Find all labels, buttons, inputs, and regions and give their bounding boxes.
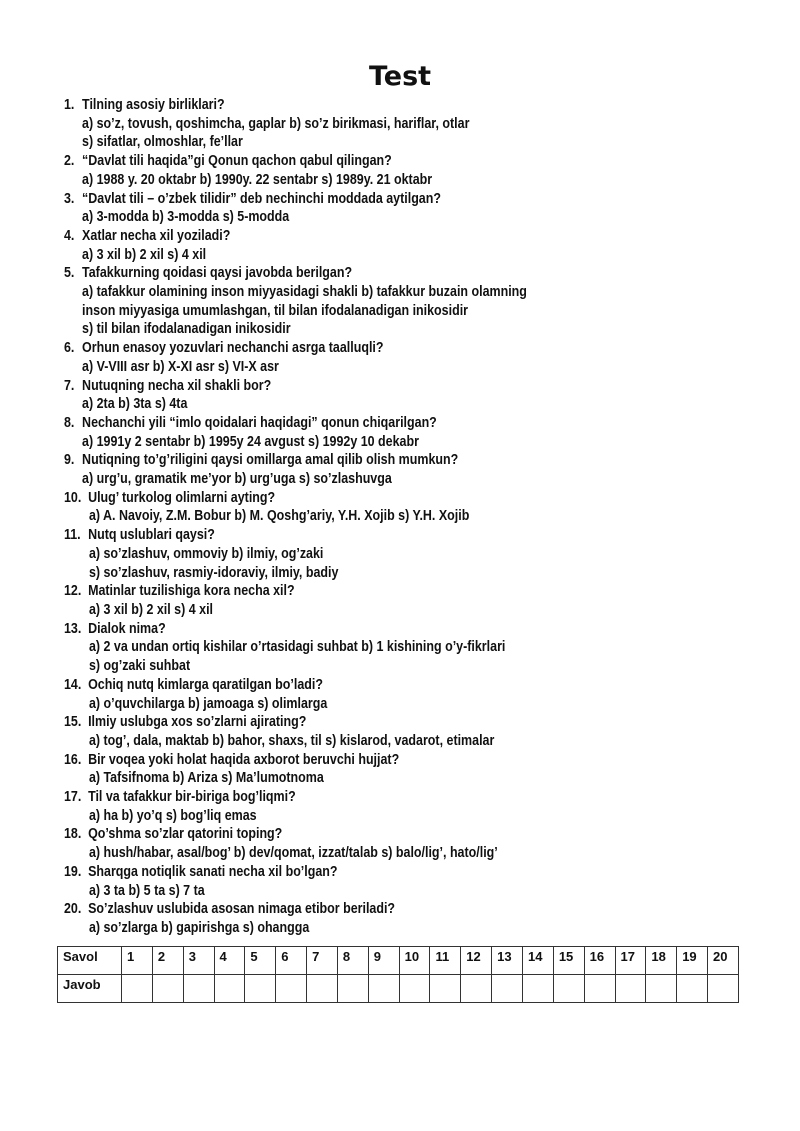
savol-number-cell: 5 [245, 947, 276, 975]
answer-options: a) 3 xil b) 2 xil s) 4 xil [82, 246, 207, 263]
question-number: 14. [64, 676, 82, 693]
question-item [64, 414, 657, 451]
savol-number-cell: 13 [492, 947, 523, 975]
javob-answer-cell[interactable] [461, 975, 492, 1003]
question-item [64, 96, 657, 152]
question-item [64, 620, 657, 676]
question-text: Nutiqning to’g’riligini qaysi omillarga amal qilib olish mumkun? [82, 452, 459, 469]
answer-options: a) o’quvchilarga b) jamoaga s) olimlarga [88, 695, 328, 712]
question-text: Matinlar tuzilishiga kora necha xil? [88, 583, 295, 600]
question-text: “Davlat tili – o’zbek tilidir” deb nechinchi moddada aytilgan? [82, 190, 441, 207]
answer-options: s) til bilan ifodalanadigan inikosidir [82, 321, 291, 338]
javob-answer-cell[interactable] [492, 975, 523, 1003]
question-text: Tilning asosiy birliklari? [82, 97, 225, 113]
answer-options: a) A. Navoiy, Z.M. Bobur b) M. Qoshg’ariy, Y.H. Xojib s) Y.H. Xojib [88, 508, 470, 525]
question-item [64, 751, 657, 788]
question-text: Xatlar necha xil yoziladi? [82, 227, 231, 244]
question-number: 6. [64, 340, 75, 357]
javob-answer-cell[interactable] [307, 975, 338, 1003]
answer-options: a) 3 xil b) 2 xil s) 4 xil [88, 601, 214, 618]
savol-number-cell: 16 [584, 947, 615, 975]
savol-number-cell: 10 [399, 947, 430, 975]
question-text: “Davlat tili haqida”gi Qonun qachon qabul qilingan? [82, 153, 392, 170]
savol-number-cell: 20 [708, 947, 739, 975]
answer-options: s) og’zaki suhbat [88, 658, 191, 675]
question-text: Til va tafakkur bir-biriga bog’liqmi? [88, 789, 296, 806]
page-title: Test [368, 61, 432, 92]
question-item [64, 788, 657, 825]
javob-answer-cell[interactable] [368, 975, 399, 1003]
question-item [64, 227, 657, 264]
question-item [64, 152, 657, 189]
question-text: Sharqga notiqlik sanati necha xil bo’lgan? [88, 863, 338, 880]
javob-answer-cell[interactable] [276, 975, 307, 1003]
answer-options: a) Tafsifnoma b) Ariza s) Ma’lumotnoma [88, 770, 324, 787]
javob-answer-cell[interactable] [615, 975, 646, 1003]
answer-options: a) so’zlarga b) gapirishga s) ohangga [88, 919, 310, 936]
question-item [64, 676, 657, 713]
question-number: 1. [64, 97, 75, 113]
answer-options: a) V-VIII asr b) X-XI asr s) VI-X asr [82, 358, 279, 375]
answer-options: a) 2ta b) 3ta s) 4ta [82, 396, 188, 413]
savol-number-cell: 18 [646, 947, 677, 975]
javob-answer-cell[interactable] [430, 975, 461, 1003]
savol-number-cell: 2 [152, 947, 183, 975]
javob-answer-cell[interactable] [337, 975, 368, 1003]
question-number: 2. [64, 153, 75, 170]
question-number: 19. [64, 863, 82, 880]
javob-answer-cell[interactable] [646, 975, 677, 1003]
answer-options: s) so’zlashuv, rasmiy-idoraviy, ilmiy, badiy [88, 564, 339, 581]
question-number: 7. [64, 377, 75, 394]
question-text: Orhun enasoy yozuvlari nechanchi asrga taalluqli? [82, 340, 384, 357]
javob-answer-cell[interactable] [677, 975, 708, 1003]
question-number: 18. [64, 826, 82, 843]
question-number: 12. [64, 583, 82, 600]
question-item [64, 526, 657, 582]
javob-answer-cell[interactable] [122, 975, 153, 1003]
question-item [64, 377, 657, 414]
answer-options: a) so’zlashuv, ommoviy b) ilmiy, og’zaki [88, 545, 324, 562]
question-text: Ilmiy uslubga xos so’zlarni ajirating? [88, 714, 307, 731]
question-item [64, 489, 657, 526]
savol-number-cell: 4 [214, 947, 245, 975]
question-item [64, 451, 657, 488]
savol-label: Savol [58, 947, 122, 975]
question-number: 4. [64, 227, 75, 244]
answer-options: a) 3-modda b) 3-modda s) 5-modda [82, 209, 290, 226]
answer-options: a) 1991y 2 sentabr b) 1995y 24 avgust s) 1992y 10 dekabr [82, 433, 419, 450]
answer-options: a) hush/habar, asal/bog’ b) dev/qomat, izzat/talab s) balo/lig’, hato/lig’ [88, 845, 498, 862]
question-number: 5. [64, 265, 75, 282]
javob-answer-cell[interactable] [245, 975, 276, 1003]
answer-options: a) so’z, tovush, qoshimcha, gaplar b) so’z birikmasi, hariflar, otlar [82, 115, 470, 132]
question-number: 10. [64, 489, 82, 506]
savol-number-cell: 9 [368, 947, 399, 975]
question-text: Ochiq nutq kimlarga qaratilgan bo’ladi? [88, 676, 323, 693]
question-item [64, 863, 657, 900]
question-number: 8. [64, 414, 75, 431]
javob-label: Javob [58, 975, 122, 1003]
question-number: 20. [64, 901, 82, 918]
question-text: Nechanchi yili “imlo qoidalari haqidagi” qonun chiqarilgan? [82, 414, 437, 431]
javob-answer-cell[interactable] [152, 975, 183, 1003]
question-number: 15. [64, 714, 82, 731]
question-text: Qo’shma so’zlar qatorini toping? [88, 826, 283, 843]
question-item [64, 264, 657, 339]
question-number: 9. [64, 452, 75, 469]
javob-answer-cell[interactable] [708, 975, 739, 1003]
javob-answer-cell[interactable] [553, 975, 584, 1003]
answer-options: a) tog’, dala, maktab b) bahor, shaxs, til s) kislarod, vadarot, etimalar [88, 732, 495, 749]
question-text: Ulug’ turkolog olimlarni ayting? [88, 489, 276, 506]
savol-number-cell: 14 [522, 947, 553, 975]
answer-options: inson miyyasiga umumlashgan, til bilan ifodalanadigan inikosidir [82, 302, 469, 319]
answer-options: a) 1988 y. 20 oktabr b) 1990y. 22 sentabr s) 1989y. 21 oktabr [82, 171, 433, 188]
question-text: Nutq uslublari qaysi? [88, 527, 215, 544]
savol-number-cell: 6 [276, 947, 307, 975]
javob-answer-cell[interactable] [522, 975, 553, 1003]
savol-row [58, 947, 739, 975]
javob-answer-cell[interactable] [399, 975, 430, 1003]
javob-answer-cell[interactable] [584, 975, 615, 1003]
question-number: 16. [64, 751, 82, 768]
savol-number-cell: 1 [122, 947, 153, 975]
savol-number-cell: 11 [430, 947, 461, 975]
savol-number-cell: 15 [553, 947, 584, 975]
javob-row [58, 975, 739, 1003]
question-item [64, 825, 657, 862]
question-number: 11. [64, 527, 81, 544]
question-item [64, 900, 657, 937]
answer-options: a) 3 ta b) 5 ta s) 7 ta [88, 882, 205, 899]
javob-answer-cell[interactable] [183, 975, 214, 1003]
question-item [64, 713, 657, 750]
answer-options: a) urg’u, gramatik me’yor b) urg’uga s) so’zlashuvga [82, 471, 392, 488]
question-item [64, 190, 657, 227]
answer-options: a) 2 va undan ortiq kishilar o’rtasidagi suhbat b) 1 kishining o’y-fikrlari [88, 639, 506, 656]
answer-options: a) ha b) yo’q s) bog’liq emas [88, 807, 257, 824]
question-number: 3. [64, 190, 75, 207]
answer-options: s) sifatlar, olmoshlar, fe’llar [82, 134, 243, 151]
question-item [64, 339, 657, 376]
question-text: Nutuqning necha xil shakli bor? [82, 377, 272, 394]
savol-number-cell: 19 [677, 947, 708, 975]
savol-number-cell: 3 [183, 947, 214, 975]
savol-number-cell: 8 [337, 947, 368, 975]
javob-answer-cell[interactable] [214, 975, 245, 1003]
question-text: Tafakkurning qoidasi qaysi javobda berilgan? [82, 265, 353, 282]
question-number: 13. [64, 620, 82, 637]
question-item [64, 582, 657, 619]
question-text: Bir voqea yoki holat haqida axborot beruvchi hujjat? [88, 751, 400, 768]
question-number: 17. [64, 789, 82, 806]
question-text: Dialok nima? [88, 620, 166, 637]
answer-options: a) tafakkur olamining inson miyyasidagi shakli b) tafakkur buzain olamning [82, 284, 527, 301]
question-text: So’zlashuv uslubida asosan nimaga etibor beriladi? [88, 901, 396, 918]
savol-number-cell: 7 [307, 947, 338, 975]
answer-table [57, 946, 739, 1003]
question-list [64, 96, 754, 938]
savol-number-cell: 12 [461, 947, 492, 975]
savol-number-cell: 17 [615, 947, 646, 975]
